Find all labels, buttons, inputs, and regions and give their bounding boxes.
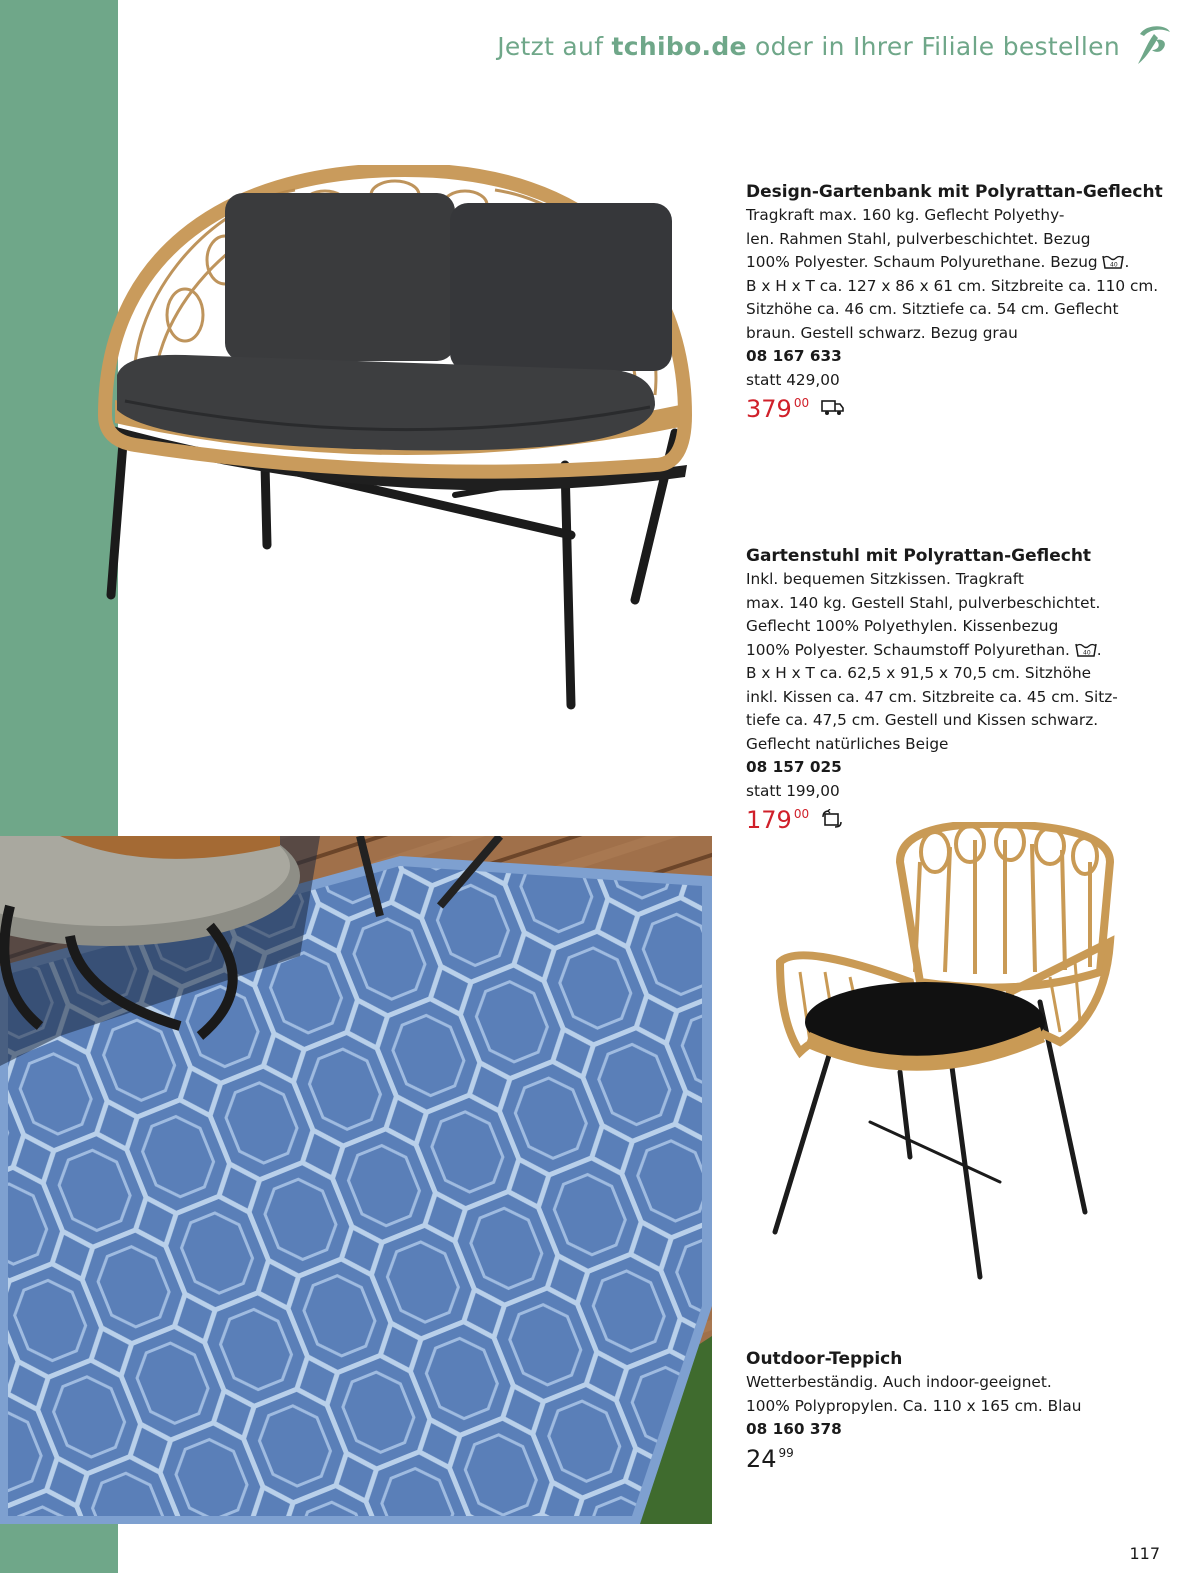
product-description [746,568,1176,756]
header-brand-link[interactable]: tchibo.de [611,32,747,61]
wash-40-icon [1075,642,1097,658]
price-cents: 00 [793,396,810,410]
price [746,1444,1176,1474]
product-description [746,204,1176,345]
price [746,805,1176,835]
header-text-pre: Jetzt auf [497,32,612,61]
article-number: 08 160 378 [746,1420,842,1438]
price-main: 24 [746,1444,777,1473]
page-number: 117 [1129,1544,1160,1563]
page-header [497,32,1120,61]
outdoor-rug-photo [0,836,712,1524]
article-number: 08 157 025 [746,758,842,776]
product-description-text-2: . B x H x T ca. 127 x 86 x 61 cm. Sitzbreite ca. 110 cm. Sitzhöhe ca. 46 cm. Sitztiefe ca. 54 cm. Geflecht braun. Gestell schwarz. Bezug grau [746,253,1159,342]
garden-bench-photo [95,165,695,710]
wash-40-icon [1102,254,1124,270]
product-garden-bench [746,180,1176,424]
truck-icon [821,398,845,416]
price-cents: 99 [778,1445,794,1460]
price-main: 179 [746,806,792,834]
parcel-return-icon [821,809,843,829]
price-cents: 00 [793,807,810,821]
header-text-post: oder in Ihrer Filiale bestellen [746,32,1120,61]
price [746,394,1176,424]
old-price: statt 429,00 [746,370,840,389]
product-description-text: Tragkraft max. 160 kg. Geflecht Polyethy- len. Rahmen Stahl, pulverbeschichtet. Bezug 100% Polyester. Schaum Polyurethane. Bezug [746,206,1098,271]
product-title: Gartenstuhl mit Polyrattan-Geflecht [746,546,1092,566]
article-number: 08 167 633 [746,347,842,365]
product-title: Design-Gartenbank mit Polyrattan-Geflecht [746,182,1163,202]
product-description-text-2: . B x H x T ca. 62,5 x 91,5 x 70,5 cm. Sitzhöhe inkl. Kissen ca. 47 cm. Sitzbreite ca. 45 cm. Sitz- tiefe ca. 47,5 cm. Gestell und Kissen schwarz. Geflecht natürliches Beige [746,640,1118,753]
product-garden-chair [746,544,1176,835]
product-description-text: Inkl. bequemen Sitzkissen. Tragkraft max. 140 kg. Gestell Stahl, pulverbeschichtet. Geflecht 100% Polyethylen. Kissenbezug 100% Polyester. Schaumstoff Polyurethan. [746,570,1101,659]
product-title: Outdoor-Teppich [746,1349,903,1369]
tchibo-logo-icon [1132,22,1174,66]
garden-chair-photo [770,822,1125,1282]
svg-text:40: 40 [1082,649,1091,656]
price-main: 379 [746,395,792,423]
svg-text:40: 40 [1110,261,1119,269]
product-outdoor-rug [746,1347,1176,1474]
old-price: statt 199,00 [746,781,840,800]
product-description: Wetterbeständig. Auch indoor-geeignet. 100% Polypropylen. Ca. 110 x 165 cm. Blau [746,1373,1082,1415]
